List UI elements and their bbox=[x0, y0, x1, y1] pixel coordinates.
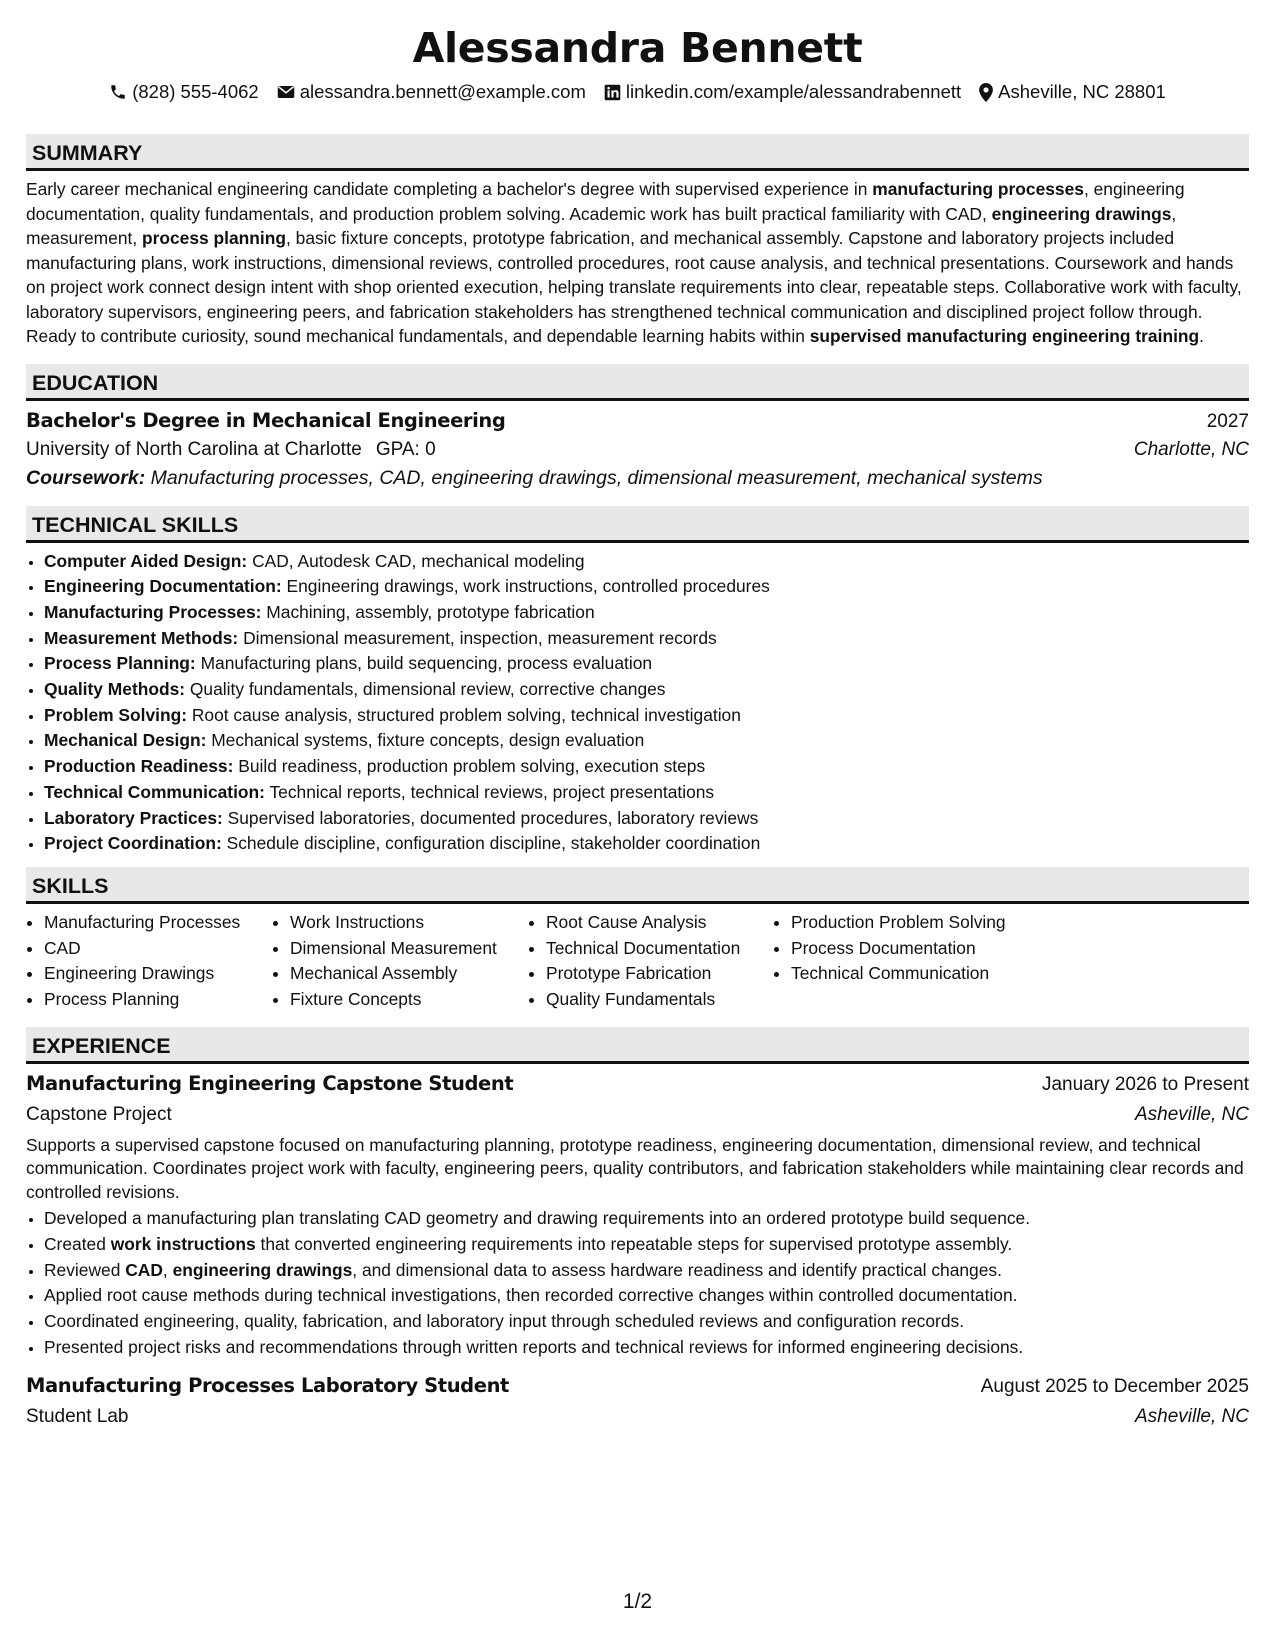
text-run: Early career mechanical engineering candidate completing a bachelor's degree with supervised experience in bbox=[26, 179, 873, 199]
technical-skill-item bbox=[44, 574, 1249, 600]
technical-skill-item bbox=[44, 549, 1249, 575]
technical-skill-label: Measurement Methods: bbox=[44, 627, 239, 648]
technical-skill-item bbox=[44, 728, 1249, 754]
gpa: GPA: 0 bbox=[375, 438, 436, 460]
skill-item: • Prototype Fabrication bbox=[546, 961, 773, 987]
skills-column bbox=[528, 910, 773, 1013]
text-run: that converted engineering requirements into repeatable steps for supervised prototype assembly. bbox=[255, 1233, 1013, 1254]
skill-item: • Fixture Concepts bbox=[290, 987, 528, 1013]
text-run: Developed a manufacturing plan translating CAD geometry and drawing requirements into an ordered prototype build sequence. bbox=[44, 1208, 1031, 1229]
experience-header-row bbox=[26, 1374, 1249, 1398]
bold-phrase: process planning bbox=[142, 228, 286, 248]
school-location: Charlotte, NC bbox=[1133, 438, 1249, 460]
graduation-year: 2027 bbox=[1206, 410, 1249, 432]
skill-item: • Mechanical Assembly bbox=[290, 961, 528, 987]
job-organization: Student Lab bbox=[26, 1406, 129, 1428]
skill-item: • Quality Fundamentals bbox=[546, 987, 773, 1013]
technical-skills-section bbox=[26, 506, 1249, 857]
job-bullet bbox=[44, 1258, 1249, 1284]
skills-column bbox=[773, 910, 1073, 1013]
skill-item: • Root Cause Analysis bbox=[546, 910, 773, 936]
technical-skill-label: Mechanical Design: bbox=[44, 730, 207, 751]
skills-grid bbox=[26, 910, 1249, 1013]
technical-skill-text: Technical reports, technical reviews, project presentations bbox=[264, 781, 715, 802]
technical-skills-list bbox=[26, 549, 1249, 857]
text-run: , engineering documentation, quality fundamentals, and production problem solving. Academic work has built practical familiarity with CAD, bbox=[26, 179, 1185, 224]
candidate-name: Alessandra Bennett bbox=[412, 24, 863, 72]
envelope-icon bbox=[277, 84, 295, 100]
bold-phrase: engineering drawings bbox=[172, 1259, 353, 1280]
job-bullet bbox=[44, 1283, 1249, 1309]
text-run: . bbox=[1199, 326, 1204, 346]
technical-skill-label: Computer Aided Design: bbox=[44, 550, 248, 571]
technical-skill-item bbox=[44, 703, 1249, 729]
contact-location bbox=[979, 80, 1166, 104]
job-description: Supports a supervised capstone focused on manufacturing planning, prototype readiness, engineering documentation, dimensional review, and technical communication. Coordinates project work with faculty, engineering peers, quality contributors, and fabrication stakeholders while maintaining clear records and controlled revisions. bbox=[26, 1134, 1244, 1202]
degree-title: Bachelor's Degree in Mechanical Engineering bbox=[26, 408, 506, 432]
education-row bbox=[26, 409, 1249, 433]
location-text: Asheville, NC 28801 bbox=[998, 81, 1166, 102]
job-organization: Capstone Project bbox=[26, 1103, 172, 1125]
bold-phrase: work instructions bbox=[110, 1233, 256, 1254]
job-bullet bbox=[44, 1232, 1249, 1258]
technical-skill-label: Engineering Documentation: bbox=[44, 576, 282, 597]
technical-skill-item bbox=[44, 626, 1249, 652]
bold-phrase: manufacturing processes bbox=[872, 179, 1084, 199]
job-dates: August 2025 to December 2025 bbox=[980, 1376, 1249, 1398]
job-dates: January 2026 to Present bbox=[1041, 1073, 1249, 1095]
technical-skill-text: CAD, Autodesk CAD, mechanical modeling bbox=[247, 550, 585, 571]
technical-skill-text: Dimensional measurement, inspection, measurement records bbox=[238, 627, 717, 648]
skill-item: • CAD bbox=[44, 936, 272, 962]
job-location: Asheville, NC bbox=[1134, 1103, 1249, 1125]
contact-phone[interactable] bbox=[109, 80, 259, 104]
email-text: alessandra.bennett@example.com bbox=[299, 81, 586, 102]
technical-skill-item bbox=[44, 806, 1249, 832]
text-run: , measurement, bbox=[26, 203, 1177, 248]
summary-text bbox=[26, 177, 1249, 349]
school-name: University of North Carolina at Charlotte bbox=[26, 438, 362, 460]
technical-skills-heading: TECHNICAL SKILLS bbox=[26, 506, 1249, 543]
job-bullet bbox=[44, 1206, 1249, 1232]
technical-skill-label: Manufacturing Processes: bbox=[44, 601, 262, 622]
school-row bbox=[26, 439, 1249, 461]
job-bullet bbox=[44, 1335, 1249, 1361]
experience-heading: EXPERIENCE bbox=[26, 1027, 1249, 1064]
technical-skill-label: Process Planning: bbox=[44, 653, 196, 674]
education-heading: EDUCATION bbox=[26, 364, 1249, 401]
linkedin-text: linkedin.com/example/alessandrabennett bbox=[625, 81, 962, 102]
technical-skill-text: Engineering drawings, work instructions, controlled procedures bbox=[281, 576, 770, 597]
coursework-line bbox=[26, 467, 1249, 490]
text-run: Reviewed bbox=[44, 1259, 126, 1280]
technical-skill-text: Schedule discipline, configuration discipline, stakeholder coordination bbox=[221, 833, 761, 854]
skill-item: • Technical Documentation bbox=[546, 936, 773, 962]
experience-entry bbox=[26, 1072, 1249, 1361]
skill-item: • Technical Communication bbox=[791, 961, 1073, 987]
technical-skill-text: Build readiness, production problem solving, execution steps bbox=[233, 756, 706, 777]
technical-skill-item bbox=[44, 754, 1249, 780]
page-number: 1/2 bbox=[622, 1590, 653, 1613]
text-run: Coordinated engineering, quality, fabrication, and laboratory input through scheduled reviews and configuration records. bbox=[44, 1311, 965, 1332]
skill-item: • Dimensional Measurement bbox=[290, 936, 528, 962]
experience-org-row bbox=[26, 1406, 1249, 1428]
technical-skill-item bbox=[44, 780, 1249, 806]
skill-item: • Work Instructions bbox=[290, 910, 528, 936]
technical-skill-label: Quality Methods: bbox=[44, 679, 186, 700]
text-run: Presented project risks and recommendations through written reports and technical reviews for informed engineering decisions. bbox=[44, 1336, 1024, 1357]
technical-skill-text: Mechanical systems, fixture concepts, design evaluation bbox=[206, 730, 645, 751]
skill-item: • Process Documentation bbox=[791, 936, 1073, 962]
text-run: Applied root cause methods during technical investigations, then recorded corrective changes within controlled documentation. bbox=[44, 1285, 1018, 1306]
contact-linkedin[interactable] bbox=[604, 80, 961, 104]
summary-heading: SUMMARY bbox=[26, 134, 1249, 171]
technical-skill-item bbox=[44, 831, 1249, 857]
technical-skill-label: Project Coordination: bbox=[44, 833, 222, 854]
education-section bbox=[26, 364, 1249, 490]
phone-icon bbox=[109, 83, 127, 101]
technical-skill-text: Quality fundamentals, dimensional review, corrective changes bbox=[185, 679, 666, 700]
job-bullet bbox=[44, 1309, 1249, 1335]
bold-phrase: supervised manufacturing engineering training bbox=[809, 326, 1200, 346]
summary-section bbox=[26, 134, 1249, 349]
coursework-label: Coursework: bbox=[26, 466, 146, 489]
job-bullets bbox=[26, 1206, 1249, 1360]
contact-email[interactable] bbox=[277, 80, 586, 104]
technical-skill-label: Problem Solving: bbox=[44, 704, 188, 725]
text-run: , and dimensional data to assess hardware readiness and identify practical changes. bbox=[352, 1259, 1002, 1280]
resume-page bbox=[26, 22, 1249, 1428]
experience-section bbox=[26, 1027, 1249, 1429]
skill-item: • Engineering Drawings bbox=[44, 961, 272, 987]
experience-org-row bbox=[26, 1104, 1249, 1126]
contact-bar bbox=[26, 80, 1249, 104]
phone-text: (828) 555-4062 bbox=[132, 81, 259, 102]
technical-skill-text: Supervised laboratories, documented procedures, laboratory reviews bbox=[222, 807, 759, 828]
experience-header-row bbox=[26, 1072, 1249, 1096]
experience-entry bbox=[26, 1374, 1249, 1428]
skill-item: • Manufacturing Processes bbox=[44, 910, 272, 936]
skills-column bbox=[26, 910, 272, 1013]
map-pin-icon bbox=[979, 83, 993, 102]
text-run: Created bbox=[44, 1233, 111, 1254]
skills-heading: SKILLS bbox=[26, 867, 1249, 904]
text-run: , bbox=[162, 1259, 173, 1280]
technical-skill-item bbox=[44, 677, 1249, 703]
bold-phrase: engineering drawings bbox=[991, 203, 1172, 224]
skills-column bbox=[272, 910, 528, 1013]
technical-skill-item bbox=[44, 600, 1249, 626]
bold-phrase: CAD bbox=[125, 1259, 163, 1280]
text-run: , basic fixture concepts, prototype fabrication, and mechanical assembly. Capstone and laboratory projects included manufacturing plans, work instructions, dimensional reviews, controlled procedures, root cause analysis, and technical presentations. Coursework and hands on project work connect design intent with shop oriented execution, helping translate requirements into clear, repeatable steps. Collaborative work with faculty, laboratory supervisors, engineering peers, and fabrication stakeholders has strengthened technical communication and disciplined project follow through. Ready to contribute curiosity, sound mechanical fundamentals, and dependable learning habits within bbox=[26, 228, 1242, 346]
skill-item: • Process Planning bbox=[44, 987, 272, 1013]
technical-skill-text: Manufacturing plans, build sequencing, process evaluation bbox=[195, 653, 653, 674]
job-title: Manufacturing Engineering Capstone Student bbox=[26, 1071, 514, 1095]
technical-skill-item bbox=[44, 651, 1249, 677]
experience-list bbox=[26, 1072, 1249, 1429]
technical-skill-label: Production Readiness: bbox=[44, 756, 234, 777]
technical-skill-label: Technical Communication: bbox=[44, 781, 265, 802]
technical-skill-label: Laboratory Practices: bbox=[44, 807, 223, 828]
job-location: Asheville, NC bbox=[1134, 1406, 1249, 1428]
linkedin-icon bbox=[604, 84, 621, 101]
technical-skill-text: Machining, assembly, prototype fabrication bbox=[261, 601, 595, 622]
technical-skill-text: Root cause analysis, structured problem solving, technical investigation bbox=[187, 704, 741, 725]
skill-item: • Production Problem Solving bbox=[791, 910, 1073, 936]
school-line bbox=[26, 439, 436, 461]
job-title: Manufacturing Processes Laboratory Student bbox=[26, 1374, 509, 1398]
skills-section bbox=[26, 867, 1249, 1013]
coursework-text: Manufacturing processes, CAD, engineering drawings, dimensional measurement, mechanical systems bbox=[145, 466, 1043, 489]
